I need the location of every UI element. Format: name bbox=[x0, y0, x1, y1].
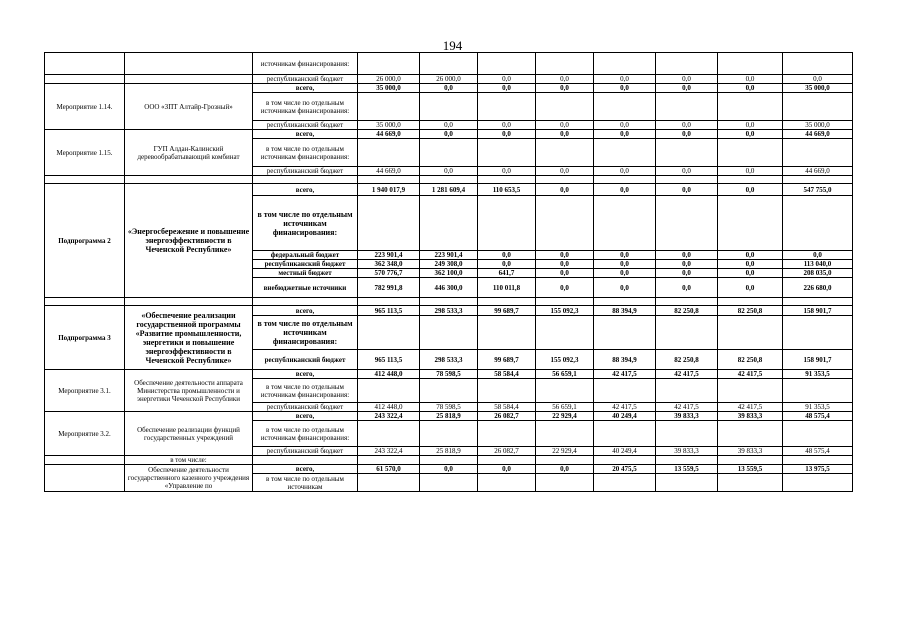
value-cell: 0,0 bbox=[536, 167, 594, 176]
table-row bbox=[45, 298, 853, 306]
value-cell: 0,0 bbox=[718, 251, 783, 260]
value-cell: 110 653,5 bbox=[478, 184, 536, 196]
value-cell: 782 991,8 bbox=[358, 278, 420, 298]
value-cell: 82 250,8 bbox=[718, 306, 783, 316]
source-label: всего, bbox=[253, 84, 358, 93]
source-label: республиканский бюджет bbox=[253, 403, 358, 412]
value-cell: 0,0 bbox=[478, 251, 536, 260]
table-row bbox=[45, 130, 853, 139]
source-label: республиканский бюджет bbox=[253, 260, 358, 269]
source-label: всего, bbox=[253, 184, 358, 196]
value-cell: 0,0 bbox=[594, 121, 656, 130]
value-cell: 0,0 bbox=[536, 130, 594, 139]
value-cell: 298 533,3 bbox=[420, 350, 478, 370]
source-label: федеральный бюджет bbox=[253, 251, 358, 260]
value-cell: 249 308,0 bbox=[420, 260, 478, 269]
value-cell: 1 940 017,9 bbox=[358, 184, 420, 196]
value-cell: 0,0 bbox=[718, 184, 783, 196]
value-cell: 0,0 bbox=[656, 84, 718, 93]
source-label: местный бюджет bbox=[253, 269, 358, 278]
value-cell: 99 689,7 bbox=[478, 350, 536, 370]
value-cell: 158 901,7 bbox=[783, 306, 853, 316]
value-cell: 0,0 bbox=[594, 278, 656, 298]
value-cell: 48 575,4 bbox=[783, 447, 853, 456]
source-label: всего, bbox=[253, 370, 358, 379]
value-cell: 0,0 bbox=[783, 251, 853, 260]
value-cell: 0,0 bbox=[478, 121, 536, 130]
table-row bbox=[45, 306, 853, 316]
value-cell: 39 833,3 bbox=[718, 447, 783, 456]
value-cell: 412 448,0 bbox=[358, 403, 420, 412]
value-cell: 0,0 bbox=[656, 130, 718, 139]
value-cell: 0,0 bbox=[478, 130, 536, 139]
value-cell: 641,7 bbox=[478, 269, 536, 278]
value-cell: 0,0 bbox=[594, 184, 656, 196]
value-cell: 0,0 bbox=[536, 251, 594, 260]
value-cell: 0,0 bbox=[656, 121, 718, 130]
value-cell: 223 901,4 bbox=[420, 251, 478, 260]
value-cell: 25 818,9 bbox=[420, 447, 478, 456]
activity-name: Мероприятие 1.14. bbox=[45, 84, 125, 130]
value-cell: 42 417,5 bbox=[718, 403, 783, 412]
value-cell: 39 833,3 bbox=[656, 412, 718, 421]
value-cell: 99 689,7 bbox=[478, 306, 536, 316]
source-label: республиканский бюджет bbox=[253, 121, 358, 130]
value-cell: 570 776,7 bbox=[358, 269, 420, 278]
value-cell: 0,0 bbox=[783, 75, 853, 84]
value-cell: 243 322,4 bbox=[358, 412, 420, 421]
value-cell: 0,0 bbox=[718, 278, 783, 298]
source-label: в том числе по отдельным источникам финансирования: bbox=[253, 316, 358, 350]
value-cell: 35 000,0 bbox=[783, 121, 853, 130]
table-row bbox=[45, 84, 853, 93]
source-label: в том числе по отдельным источникам финансирования: bbox=[253, 139, 358, 167]
value-cell: 44 669,0 bbox=[358, 130, 420, 139]
value-cell: 0,0 bbox=[420, 121, 478, 130]
value-cell: 0,0 bbox=[478, 167, 536, 176]
value-cell: 91 353,5 bbox=[783, 403, 853, 412]
source-label: всего, bbox=[253, 306, 358, 316]
value-cell: 0,0 bbox=[594, 84, 656, 93]
value-cell: 0,0 bbox=[656, 251, 718, 260]
value-cell: 42 417,5 bbox=[594, 370, 656, 379]
value-cell: 44 669,0 bbox=[358, 167, 420, 176]
value-cell: 208 035,0 bbox=[783, 269, 853, 278]
value-cell: 0,0 bbox=[420, 84, 478, 93]
value-cell: 0,0 bbox=[536, 260, 594, 269]
value-cell: 158 901,7 bbox=[783, 350, 853, 370]
value-cell: 0,0 bbox=[594, 260, 656, 269]
value-cell: 42 417,5 bbox=[656, 370, 718, 379]
source-label: республиканский бюджет bbox=[253, 447, 358, 456]
source-label: в том числе по отдельным источникам финансирования: bbox=[253, 379, 358, 403]
budget-table bbox=[44, 52, 853, 492]
source-label: в том числе по отдельным источникам bbox=[253, 474, 358, 492]
value-cell: 44 669,0 bbox=[783, 130, 853, 139]
value-cell: 35 000,0 bbox=[783, 84, 853, 93]
subprogram-title: «Обеспечение реализации государственной программы «Развитие промышленности, энергетики и повышение энергоэффективности в Чеченской Республике» bbox=[125, 306, 253, 370]
value-cell: 91 353,5 bbox=[783, 370, 853, 379]
value-cell: 42 417,5 bbox=[594, 403, 656, 412]
value-cell: 0,0 bbox=[420, 130, 478, 139]
value-cell: 0,0 bbox=[536, 84, 594, 93]
source-label: республиканский бюджет bbox=[253, 75, 358, 84]
value-cell: 243 322,4 bbox=[358, 447, 420, 456]
value-cell: 0,0 bbox=[478, 465, 536, 474]
value-cell: 446 300,0 bbox=[420, 278, 478, 298]
value-cell: 0,0 bbox=[656, 260, 718, 269]
table-row bbox=[45, 412, 853, 421]
source-label: в том числе по отдельным источникам финансирования: bbox=[253, 196, 358, 251]
value-cell: 298 533,3 bbox=[420, 306, 478, 316]
value-cell: 25 818,9 bbox=[420, 412, 478, 421]
value-cell: 78 598,5 bbox=[420, 370, 478, 379]
value-cell: 0,0 bbox=[718, 121, 783, 130]
activity-org: ГУП Алдан-Калинский деревообрабатывающий комбинат bbox=[125, 130, 253, 176]
value-cell: 0,0 bbox=[536, 184, 594, 196]
value-cell: 0,0 bbox=[656, 184, 718, 196]
table-row bbox=[45, 184, 853, 196]
value-cell: 362 348,0 bbox=[358, 260, 420, 269]
activity-name: Мероприятие 1.15. bbox=[45, 130, 125, 176]
value-cell: 48 575,4 bbox=[783, 412, 853, 421]
activity-org: Обеспечение деятельности государственного казенного учреждения «Управление по bbox=[125, 465, 253, 492]
subprogram-name: Подпрограмма 2 bbox=[45, 184, 125, 298]
value-cell: 40 249,4 bbox=[594, 412, 656, 421]
value-cell: 40 249,4 bbox=[594, 447, 656, 456]
subprogram-name: Подпрограмма 3 bbox=[45, 306, 125, 370]
value-cell: 0,0 bbox=[536, 269, 594, 278]
value-cell: 0,0 bbox=[718, 167, 783, 176]
value-cell: 0,0 bbox=[536, 121, 594, 130]
value-cell: 35 000,0 bbox=[358, 121, 420, 130]
value-cell: 26 082,7 bbox=[478, 447, 536, 456]
value-cell: 155 092,3 bbox=[536, 350, 594, 370]
value-cell: 155 092,3 bbox=[536, 306, 594, 316]
value-cell: 42 417,5 bbox=[656, 403, 718, 412]
value-cell: 965 113,5 bbox=[358, 350, 420, 370]
value-cell: 0,0 bbox=[718, 269, 783, 278]
source-label: внебюджетные источники bbox=[253, 278, 358, 298]
value-cell: 26 000,0 bbox=[420, 75, 478, 84]
value-cell: 226 680,0 bbox=[783, 278, 853, 298]
value-cell: 0,0 bbox=[420, 465, 478, 474]
table-row bbox=[45, 370, 853, 379]
value-cell: 58 584,4 bbox=[478, 403, 536, 412]
table-row bbox=[45, 176, 853, 184]
value-cell: 0,0 bbox=[656, 75, 718, 84]
value-cell: 39 833,3 bbox=[656, 447, 718, 456]
value-cell: 61 570,0 bbox=[358, 465, 420, 474]
value-cell: 0,0 bbox=[656, 167, 718, 176]
value-cell: 0,0 bbox=[594, 269, 656, 278]
value-cell: 26 082,7 bbox=[478, 412, 536, 421]
activity-org: Обеспечение деятельности аппарата Министерства промышленности и энергетики Чеченской Республики bbox=[125, 370, 253, 412]
value-cell: 110 011,8 bbox=[478, 278, 536, 298]
source-label: республиканский бюджет bbox=[253, 167, 358, 176]
value-cell: 412 448,0 bbox=[358, 370, 420, 379]
value-cell: 0,0 bbox=[478, 260, 536, 269]
table-row bbox=[45, 53, 853, 75]
activity-org: ООО «ЗПТ Алтайр-Грозный» bbox=[125, 84, 253, 130]
value-cell: 0,0 bbox=[478, 75, 536, 84]
table-row bbox=[45, 465, 853, 474]
value-cell: 56 659,1 bbox=[536, 370, 594, 379]
value-cell: 58 584,4 bbox=[478, 370, 536, 379]
value-cell: 26 000,0 bbox=[358, 75, 420, 84]
value-cell: 0,0 bbox=[718, 84, 783, 93]
value-cell: 42 417,5 bbox=[718, 370, 783, 379]
value-cell: 88 394,9 bbox=[594, 306, 656, 316]
value-cell: 0,0 bbox=[718, 130, 783, 139]
value-cell: 0,0 bbox=[536, 465, 594, 474]
page-number: 194 bbox=[442, 38, 463, 53]
value-cell: 0,0 bbox=[536, 75, 594, 84]
value-cell: 88 394,9 bbox=[594, 350, 656, 370]
value-cell: 22 929,4 bbox=[536, 412, 594, 421]
value-cell: 0,0 bbox=[594, 75, 656, 84]
source-label: республиканский бюджет bbox=[253, 350, 358, 370]
value-cell: 0,0 bbox=[536, 278, 594, 298]
value-cell: 13 975,5 bbox=[783, 465, 853, 474]
subprogram-title: «Энергосбережение и повышение энергоэффективности в Чеченской Республике» bbox=[125, 184, 253, 298]
value-cell: 82 250,8 bbox=[656, 306, 718, 316]
value-cell: 1 281 609,4 bbox=[420, 184, 478, 196]
table-row bbox=[45, 75, 853, 84]
value-cell: 547 755,0 bbox=[783, 184, 853, 196]
value-cell: 0,0 bbox=[478, 84, 536, 93]
value-cell: 82 250,8 bbox=[718, 350, 783, 370]
source-label: всего, bbox=[253, 465, 358, 474]
value-cell: 223 901,4 bbox=[358, 251, 420, 260]
value-cell: 965 113,5 bbox=[358, 306, 420, 316]
source-label: источникам финансирования: bbox=[253, 53, 358, 75]
source-label: в том числе по отдельным источникам финансирования: bbox=[253, 421, 358, 447]
value-cell: 35 000,0 bbox=[358, 84, 420, 93]
value-cell: 0,0 bbox=[594, 130, 656, 139]
value-cell: 0,0 bbox=[420, 167, 478, 176]
activity-name: Мероприятие 3.1. bbox=[45, 370, 125, 412]
value-cell: 39 833,3 bbox=[718, 412, 783, 421]
source-label: в том числе по отдельным источникам финансирования: bbox=[253, 93, 358, 121]
value-cell: 44 669,0 bbox=[783, 167, 853, 176]
value-cell: 82 250,8 bbox=[656, 350, 718, 370]
value-cell: 0,0 bbox=[656, 269, 718, 278]
source-label: всего, bbox=[253, 412, 358, 421]
value-cell: 0,0 bbox=[594, 251, 656, 260]
value-cell: 13 559,5 bbox=[718, 465, 783, 474]
value-cell: 56 659,1 bbox=[536, 403, 594, 412]
activity-org: Обеспечение реализации функций государственных учреждений bbox=[125, 412, 253, 456]
value-cell: 113 040,0 bbox=[783, 260, 853, 269]
activity-name: Мероприятие 3.2. bbox=[45, 412, 125, 456]
value-cell: 0,0 bbox=[594, 167, 656, 176]
value-cell: 22 929,4 bbox=[536, 447, 594, 456]
value-cell: 78 598,5 bbox=[420, 403, 478, 412]
value-cell: 0,0 bbox=[718, 260, 783, 269]
subtotal-label: в том числе: bbox=[125, 456, 253, 465]
table-row bbox=[45, 456, 853, 465]
value-cell: 362 100,0 bbox=[420, 269, 478, 278]
value-cell: 0,0 bbox=[718, 75, 783, 84]
value-cell: 0,0 bbox=[656, 278, 718, 298]
source-label: всего, bbox=[253, 130, 358, 139]
value-cell: 20 475,5 bbox=[594, 465, 656, 474]
value-cell: 13 559,5 bbox=[656, 465, 718, 474]
